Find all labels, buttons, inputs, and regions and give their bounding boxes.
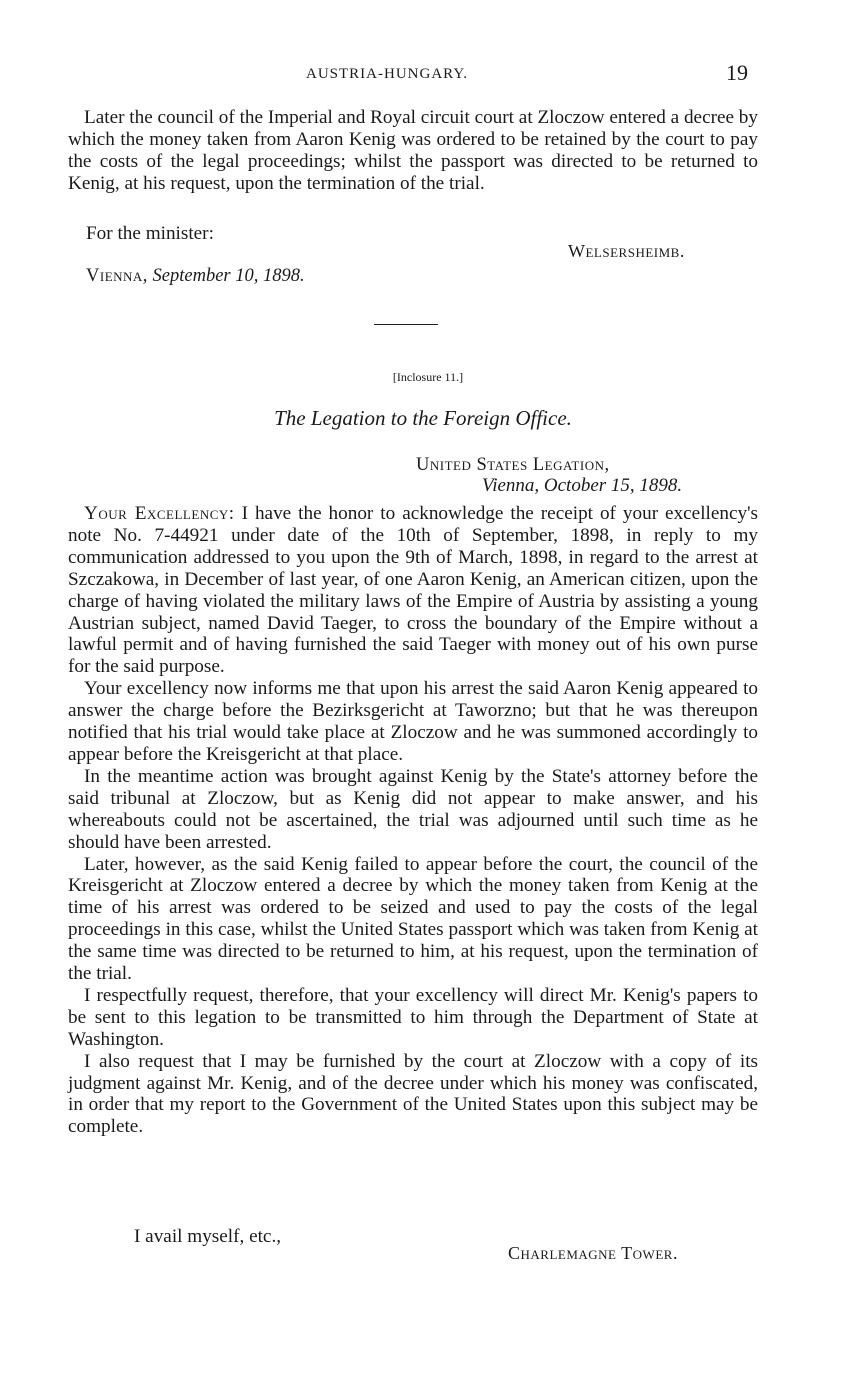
letter-date: Vienna, October 15, 1898. xyxy=(482,475,683,496)
running-title: AUSTRIA-HUNGARY. xyxy=(306,66,468,82)
section-divider xyxy=(374,324,438,325)
closing-line: I avail myself, etc., xyxy=(134,1226,282,1247)
minister-signature: Welsersheimb. xyxy=(568,241,685,261)
letter-body xyxy=(68,503,758,1138)
top-paragraph-block xyxy=(68,107,758,195)
paragraph-text: I have the honor to acknowledge the receipt of your excellency's note No. 7-44921 under date of the 10th of September, 1898, in reply to my communication addressed to you upon the 9th of March, 1898, in regard to the arrest at Szczakowa, in December of last year, of one Aaron Kenig, an American citizen, upon the charge of having violated the military laws of the Empire of Austria by assisting a young Austrian subject, named David Taeger, to cross the boundary of the Empire without a lawful permit and of having furnished the said Taeger with money out of his own purse for the said purpose. xyxy=(68,503,759,678)
top-dateline xyxy=(86,266,305,287)
letter-paragraph: I respectfully request, therefore, that your excellency will direct Mr. Kenig's papers to be sent to this legation to be transmitted to him through the Department of State at Washington. xyxy=(68,984,758,1050)
date-text: September 10, 1898. xyxy=(152,266,305,286)
page-number: 19 xyxy=(726,60,748,85)
letter-paragraph: In the meantime action was brought against Kenig by the State's attorney before the said tribunal at Zloczow, but as Kenig did not appear to make answer, and his whereabouts could not be ascertained, the trial was adjourned until such time as he should have been arrested. xyxy=(68,765,758,853)
letter-signature: Charlemagne Tower. xyxy=(508,1243,678,1263)
letter-paragraph: I also request that I may be furnished by the court at Zloczow with a copy of its judgment against Mr. Kenig, and of the decree under which his money was confiscated, in order that my report to the Government of the United States upon this subject may be complete. xyxy=(68,1050,758,1138)
inclosure-label: [Inclosure 11.] xyxy=(392,370,464,384)
date-city: Vienna, xyxy=(86,266,148,286)
salutation: Your Excellency: xyxy=(84,503,235,524)
letter-sender: United States Legation, xyxy=(416,455,610,475)
running-head xyxy=(0,60,846,90)
top-paragraph: Later the council of the Imperial and Royal circuit court at Zloczow entered a decree by which the money taken from Aaron Kenig was ordered to be retained by the court to pay the costs of the legal proceedings; whilst the passport was directed to be returned to Kenig, at his request, upon the termination of the trial. xyxy=(68,107,758,194)
letter-title: The Legation to the Foreign Office. xyxy=(274,406,572,430)
letter-paragraph: Your excellency now informs me that upon his arrest the said Aaron Kenig appeared to answer the charge before the Bezirksgericht at Taworzno; but that he was thereupon notified that his trial would take place at Zloczow and he was summoned accordingly to appear before the Kreisgericht at that place. xyxy=(68,678,758,765)
for-minister-line: For the minister: xyxy=(86,223,214,244)
letter-paragraph: Later, however, as the said Kenig failed to appear before the court, the council of the Kreisgericht at Zloczow entered a decree by which the money taken from Kenig at the time of his arrest was ordered to be seized and used to pay the costs of the legal proceedings in this case, whilst the United States passport which was taken from Kenig at the same time was directed to be returned to him, at his request, upon the termination of the trial. xyxy=(68,853,758,985)
letter-paragraph xyxy=(68,503,758,678)
